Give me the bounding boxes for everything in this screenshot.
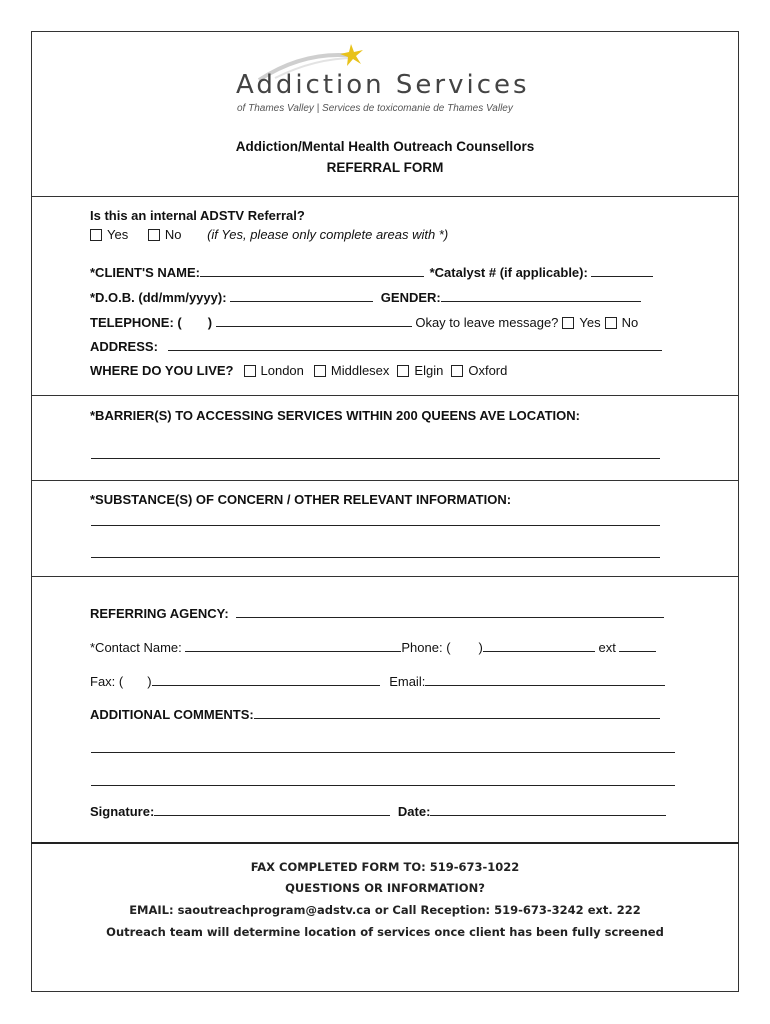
message-label: Okay to leave message? <box>415 315 559 330</box>
gender-label: GENDER: <box>380 290 441 305</box>
elgin-label: Elgin <box>414 363 444 378</box>
dob-field[interactable] <box>230 289 373 302</box>
telephone-label: TELEPHONE: ( <box>90 315 182 330</box>
barriers-label: *BARRIER(S) TO ACCESSING SERVICES WITHIN 200 QUEENS AVE LOCATION: <box>90 408 580 423</box>
phone-field[interactable] <box>483 639 595 652</box>
divider <box>31 576 739 577</box>
agency-row <box>90 605 664 621</box>
message-yes-checkbox[interactable] <box>562 317 574 329</box>
barriers-field[interactable] <box>91 458 660 459</box>
signature-label: Signature: <box>90 804 155 819</box>
message-yes-label: Yes <box>579 315 601 330</box>
email-field[interactable] <box>425 673 665 686</box>
agency-label: REFERRING AGENCY: <box>90 606 229 621</box>
london-label: London <box>260 363 304 378</box>
telephone-close: ) <box>207 315 213 330</box>
message-no-checkbox[interactable] <box>605 317 617 329</box>
address-field[interactable] <box>168 338 662 351</box>
middlesex-label: Middlesex <box>330 363 390 378</box>
form-title: Addiction/Mental Health Outreach Counsellors <box>235 139 535 154</box>
footer-note: Outreach team will determine location of services once client has been fully screened <box>106 925 664 939</box>
oxford-checkbox[interactable] <box>451 365 463 377</box>
location-row <box>90 363 507 378</box>
date-label: Date: <box>397 804 431 819</box>
fax-row <box>90 673 665 689</box>
comments-field-line-3[interactable] <box>91 785 675 786</box>
form-subtitle: REFERRAL FORM <box>326 160 444 175</box>
dob-label: *D.O.B. (dd/mm/yyyy): <box>90 290 227 305</box>
substances-label: *SUBSTANCE(S) OF CONCERN / OTHER RELEVANT INFORMATION: <box>90 492 512 507</box>
comments-field-line-2[interactable] <box>91 752 675 753</box>
substances-field-line-1[interactable] <box>91 525 660 526</box>
internal-yes-checkbox[interactable] <box>90 229 102 241</box>
fax-field[interactable] <box>152 673 380 686</box>
catalyst-label: *Catalyst # (if applicable): <box>429 265 588 280</box>
divider <box>31 395 739 396</box>
footer-questions: QUESTIONS OR INFORMATION? <box>285 881 485 895</box>
internal-note: (if Yes, please only complete areas with *) <box>207 227 449 242</box>
divider <box>31 842 739 844</box>
gender-field[interactable] <box>441 289 641 302</box>
signature-field[interactable] <box>154 803 390 816</box>
internal-no-label: No <box>164 227 182 242</box>
comments-row <box>90 706 660 722</box>
fax-close: ) <box>147 674 152 689</box>
address-label: ADDRESS: <box>90 339 158 354</box>
date-field[interactable] <box>430 803 666 816</box>
email-label: Email: <box>389 674 426 689</box>
form-border <box>31 31 739 992</box>
live-label: WHERE DO YOU LIVE? <box>90 363 234 378</box>
client-name-label: *CLIENT'S NAME: <box>90 265 200 280</box>
comments-field[interactable] <box>254 706 660 719</box>
divider <box>31 480 739 481</box>
contact-field[interactable] <box>185 639 401 652</box>
substances-field-line-2[interactable] <box>91 557 660 558</box>
logo-wordmark: Addiction Services <box>236 70 530 100</box>
comments-label: ADDITIONAL COMMENTS: <box>90 707 254 722</box>
footer-email: EMAIL: saoutreachprogram@adstv.ca or Call Reception: 519-673-3242 ext. 222 <box>129 903 641 917</box>
telephone-field[interactable] <box>216 314 412 327</box>
footer-fax: FAX COMPLETED FORM TO: 519-673-1022 <box>250 860 520 874</box>
contact-label: *Contact Name: <box>90 640 182 655</box>
dob-row <box>90 289 641 305</box>
london-checkbox[interactable] <box>244 365 256 377</box>
middlesex-checkbox[interactable] <box>314 365 326 377</box>
signature-row <box>90 803 666 819</box>
divider <box>31 196 739 197</box>
internal-question: Is this an internal ADSTV Referral? <box>90 208 305 223</box>
internal-yes-label: Yes <box>107 227 129 242</box>
ext-field[interactable] <box>619 639 656 652</box>
catalyst-field[interactable] <box>591 264 653 277</box>
address-row <box>90 338 662 354</box>
internal-no-checkbox[interactable] <box>148 229 160 241</box>
agency-field[interactable] <box>236 605 664 618</box>
ext-label: ext <box>598 640 616 655</box>
message-no-label: No <box>621 315 639 330</box>
logo-subtitle: of Thames Valley | Services de toxicomanie de Thames Valley <box>237 103 513 114</box>
oxford-label: Oxford <box>468 363 508 378</box>
contact-row <box>90 639 656 655</box>
elgin-checkbox[interactable] <box>397 365 409 377</box>
phone-label: Phone: ( <box>401 640 451 655</box>
internal-options <box>86 227 448 242</box>
phone-close: ) <box>478 640 483 655</box>
client-name-row <box>90 264 653 280</box>
telephone-row <box>90 314 638 330</box>
fax-label: Fax: ( <box>90 674 124 689</box>
client-name-field[interactable] <box>200 264 424 277</box>
